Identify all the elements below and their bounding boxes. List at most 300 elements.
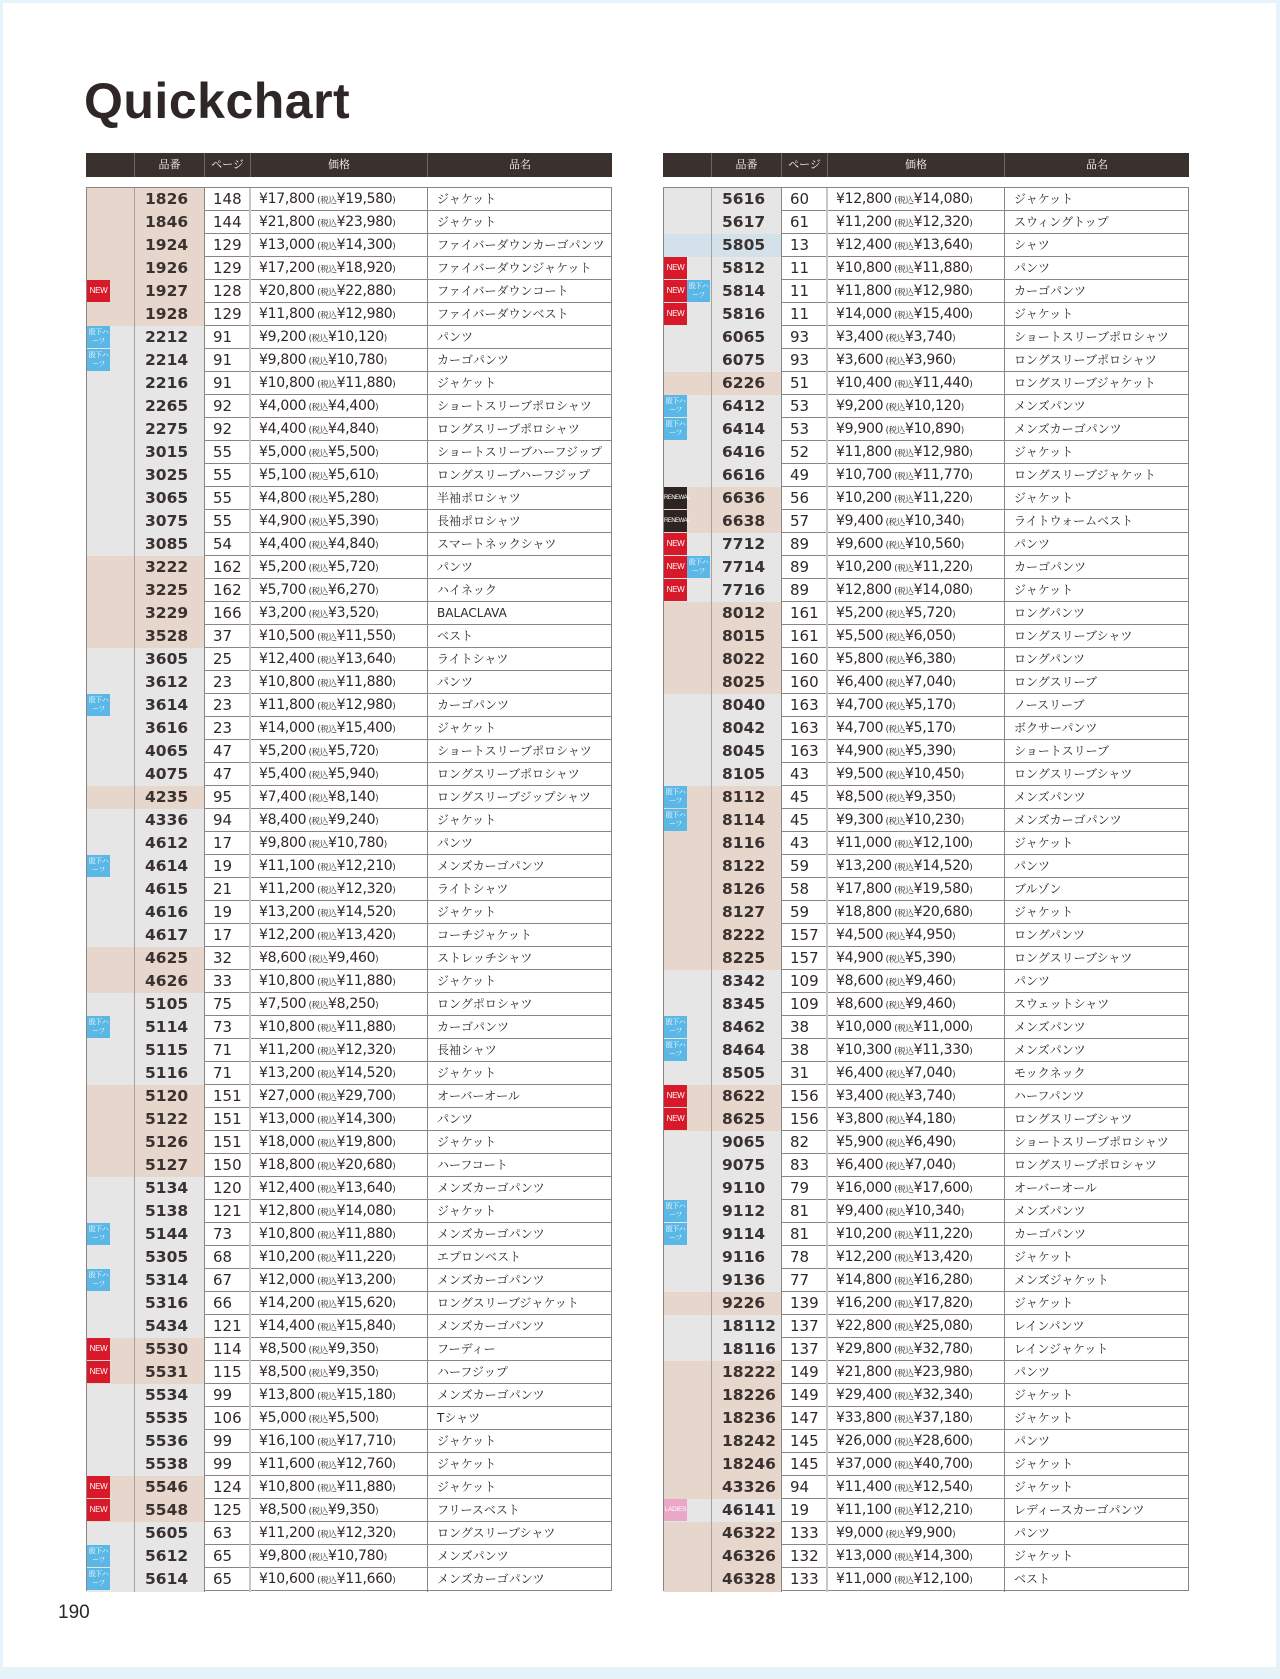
price [251, 211, 428, 235]
badge-cell [664, 832, 712, 856]
table-row [664, 1315, 1188, 1338]
table-row [664, 901, 1188, 924]
header-product-name: 品名 [1004, 153, 1189, 177]
badge-cell [87, 993, 135, 1017]
badge-cell [664, 234, 712, 258]
badge-cell [87, 1154, 135, 1178]
tax-label: 税込 [897, 1461, 914, 1471]
product-name: ジャケット [437, 192, 497, 206]
tax-price-value: ¥25,080 [913, 1318, 970, 1334]
page-ref: 66 [205, 1292, 251, 1316]
table-row [87, 1476, 611, 1499]
header-product-code: 品番 [134, 153, 204, 177]
tax-label: 税込 [311, 541, 329, 551]
badge-cell [87, 832, 135, 856]
price-with-tax: (税込¥5,720) [883, 605, 956, 621]
tax-label: 税込 [897, 1231, 914, 1241]
price [828, 441, 1005, 465]
header-badge [663, 153, 711, 177]
tax-price-value: ¥9,460 [328, 950, 376, 966]
tax-label: 税込 [311, 748, 329, 758]
badge-cell [664, 947, 712, 971]
badge-cell [664, 1039, 712, 1063]
table-row [87, 763, 611, 786]
header-product-code: 品番 [711, 153, 781, 177]
page-ref: 43 [782, 832, 828, 856]
table-row [87, 1108, 611, 1131]
tax-label: 税込 [320, 679, 337, 689]
badge-cell [664, 257, 712, 281]
table-row [87, 188, 611, 211]
table-row [664, 326, 1188, 349]
price-base: ¥14,400 [259, 1318, 315, 1334]
tax-label: 税込 [320, 1576, 337, 1586]
badge-cell [664, 602, 712, 626]
product-name: メンズパンツ [1014, 1043, 1086, 1057]
price [828, 1545, 1005, 1569]
product-code: 5144 [135, 1223, 205, 1247]
tax-price-value: ¥9,350 [905, 789, 953, 805]
price-with-tax: (税込¥11,880) [891, 260, 973, 276]
badge-cell [87, 1246, 135, 1270]
badge-cell [87, 487, 135, 511]
tax-price-value: ¥11,440 [913, 375, 970, 391]
table-row [664, 694, 1188, 717]
table-row [87, 832, 611, 855]
tax-price-value: ¥10,120 [328, 329, 384, 345]
page-ref: 11 [782, 303, 828, 327]
table-row [664, 924, 1188, 947]
badge-cell [87, 924, 135, 948]
table-row [664, 372, 1188, 395]
tax-price-value: ¥18,920 [336, 260, 393, 276]
price-base: ¥11,000 [836, 1571, 892, 1587]
page-ref: 53 [782, 395, 828, 419]
tax-label: 税込 [320, 1323, 337, 1333]
tax-price-value: ¥10,890 [905, 421, 961, 437]
product-name: ライトウォームベスト [1014, 514, 1134, 528]
product-code: 1927 [135, 280, 205, 304]
tax-label: 税込 [311, 518, 329, 528]
price-base: ¥4,900 [836, 743, 884, 759]
new-badge: NEW [87, 1361, 110, 1383]
badge-cell [664, 1292, 712, 1316]
page-ref: 19 [782, 1499, 828, 1523]
table-row [664, 1384, 1188, 1407]
price-with-tax: (税込¥9,900) [883, 1525, 956, 1541]
page-ref: 33 [205, 970, 251, 994]
table-row [87, 1016, 611, 1039]
price [828, 602, 1005, 626]
price [251, 1085, 428, 1109]
tax-price-value: ¥9,900 [905, 1525, 953, 1541]
product-name: ハーフジップ [437, 1365, 508, 1379]
table-row [87, 809, 611, 832]
price-with-tax: (税込¥9,240) [306, 812, 379, 828]
price-base: ¥8,400 [259, 812, 307, 828]
table-row [664, 441, 1188, 464]
tax-label: 税込 [897, 1047, 914, 1057]
page-ref: 156 [782, 1085, 828, 1109]
product-code: 8122 [712, 855, 782, 879]
table-row [664, 1361, 1188, 1384]
price-with-tax: (税込¥12,980) [891, 444, 973, 460]
price-base: ¥10,800 [259, 973, 315, 989]
price-with-tax: (税込¥10,890) [883, 421, 964, 437]
tax-price-value: ¥12,320 [336, 1042, 393, 1058]
tax-label: 税込 [897, 1254, 914, 1264]
badge-cell [87, 1039, 135, 1063]
price-base: ¥5,100 [259, 467, 307, 483]
tax-price-value: ¥11,220 [913, 559, 970, 575]
product-name: ブルゾン [1014, 882, 1062, 896]
badge-cell [664, 1453, 712, 1477]
product-code: 9112 [712, 1200, 782, 1224]
tax-label: 税込 [897, 242, 914, 252]
price [828, 349, 1005, 373]
price-with-tax: (税込¥14,520) [891, 858, 973, 874]
product-code: 3025 [135, 464, 205, 488]
tax-price-value: ¥7,040 [905, 1065, 953, 1081]
page-ref: 109 [782, 993, 828, 1017]
page-ref: 55 [205, 464, 251, 488]
table-row [664, 1407, 1188, 1430]
page-ref: 120 [205, 1177, 251, 1201]
price-with-tax: (税込¥9,350) [883, 789, 956, 805]
product-code: 8127 [712, 901, 782, 925]
price-base: ¥13,000 [836, 1548, 892, 1564]
badge-cell [664, 487, 712, 511]
tax-label: 税込 [320, 311, 337, 321]
price [828, 924, 1005, 948]
product-name: パンツ [1014, 859, 1051, 873]
badge-cell [87, 970, 135, 994]
price-with-tax: (税込¥14,300) [314, 237, 396, 253]
inseam-badge: 股下ハーフ [664, 1016, 687, 1038]
price-base: ¥12,200 [836, 1249, 892, 1265]
price [251, 1407, 428, 1431]
price-base: ¥5,000 [259, 1410, 307, 1426]
price-base: ¥11,200 [259, 1525, 315, 1541]
price-with-tax: (税込¥10,560) [883, 536, 964, 552]
badge-cell [87, 349, 135, 373]
table-row [87, 326, 611, 349]
price-base: ¥16,200 [836, 1295, 892, 1311]
table-row [664, 809, 1188, 832]
tax-label: 税込 [320, 380, 337, 390]
price-base: ¥10,600 [259, 1571, 315, 1587]
badge-cell [87, 1062, 135, 1086]
product-code: 1846 [135, 211, 205, 235]
product-name: メンズジャケット [1014, 1273, 1109, 1287]
product-name: カーゴパンツ [1014, 560, 1087, 574]
price-base: ¥8,500 [259, 1341, 307, 1357]
tax-price-value: ¥23,980 [913, 1364, 970, 1380]
price [828, 878, 1005, 902]
product-code: 8505 [712, 1062, 782, 1086]
price [251, 855, 428, 879]
header-page: ページ [781, 153, 827, 177]
product-name: パンツ [437, 675, 474, 689]
page-ref: 17 [205, 924, 251, 948]
tax-price-value: ¥4,400 [328, 398, 376, 414]
price-base: ¥10,400 [836, 375, 892, 391]
price-base: ¥8,500 [836, 789, 884, 805]
price [251, 349, 428, 373]
badge-cell [87, 464, 135, 488]
badge-cell [664, 211, 712, 235]
price-base: ¥5,200 [836, 605, 884, 621]
new-badge: NEW [664, 579, 687, 601]
product-name: カーゴパンツ [437, 353, 510, 367]
price-base: ¥12,400 [259, 1180, 315, 1196]
price-base: ¥9,000 [836, 1525, 884, 1541]
tax-price-value: ¥3,960 [905, 352, 953, 368]
product-name: ショートスリーブハーフジップ [437, 445, 603, 459]
price-base: ¥6,400 [836, 1065, 884, 1081]
product-name: エプロンベスト [437, 1250, 522, 1264]
badge-cell [664, 556, 712, 580]
price-base: ¥10,800 [259, 1019, 315, 1035]
price-with-tax: (税込¥12,210) [891, 1502, 973, 1518]
price [251, 372, 428, 396]
tax-price-value: ¥8,250 [328, 996, 376, 1012]
price-base: ¥11,600 [259, 1456, 315, 1472]
price-base: ¥18,000 [259, 1134, 315, 1150]
table-row [664, 740, 1188, 763]
product-code: 9110 [712, 1177, 782, 1201]
badge-cell [664, 1269, 712, 1293]
price-base: ¥9,400 [836, 513, 884, 529]
tax-price-value: ¥20,680 [336, 1157, 393, 1173]
tax-price-value: ¥8,140 [328, 789, 376, 805]
tax-label: 税込 [888, 357, 906, 367]
tax-label: 税込 [320, 863, 337, 873]
price-with-tax: (税込¥20,680) [891, 904, 973, 920]
price [828, 556, 1005, 580]
tax-price-value: ¥12,980 [336, 697, 393, 713]
page-ref: 67 [205, 1269, 251, 1293]
tax-price-value: ¥10,780 [328, 835, 384, 851]
price-with-tax: (税込¥12,210) [314, 858, 396, 874]
page-ref: 38 [782, 1039, 828, 1063]
price-base: ¥9,800 [259, 835, 307, 851]
table-row [87, 1361, 611, 1384]
page-ref: 68 [205, 1246, 251, 1270]
product-name: ショートスリーブポロシャツ [1014, 1135, 1169, 1149]
table-row [87, 740, 611, 763]
tax-label: 税込 [320, 1162, 337, 1172]
tax-label: 税込 [897, 1507, 914, 1517]
badge-cell [87, 1338, 135, 1362]
product-code: 6065 [712, 326, 782, 350]
page-ref: 65 [205, 1545, 251, 1569]
tax-label: 税込 [888, 633, 906, 643]
page-ref: 151 [205, 1085, 251, 1109]
price-base: ¥13,000 [259, 237, 315, 253]
page-ref: 121 [205, 1200, 251, 1224]
tax-label: 税込 [311, 794, 329, 804]
tax-price-value: ¥5,610 [328, 467, 376, 483]
table-row [664, 1085, 1188, 1108]
price [251, 1016, 428, 1040]
price-base: ¥5,200 [259, 743, 307, 759]
tax-label: 税込 [888, 1530, 906, 1540]
table-row [87, 1177, 611, 1200]
price [828, 740, 1005, 764]
page-ref: 13 [782, 234, 828, 258]
product-code: 8625 [712, 1108, 782, 1132]
price-with-tax: (税込¥25,080) [891, 1318, 973, 1334]
badge-cell [664, 418, 712, 442]
price [251, 694, 428, 718]
table-row [664, 648, 1188, 671]
page-ref: 21 [205, 878, 251, 902]
tax-label: 税込 [320, 196, 337, 206]
product-code: 46326 [712, 1545, 782, 1569]
price-base: ¥16,000 [836, 1180, 892, 1196]
price-with-tax: (税込¥11,440) [891, 375, 973, 391]
tax-label: 税込 [897, 1415, 914, 1425]
tax-label: 税込 [320, 265, 337, 275]
table-row [87, 648, 611, 671]
price-with-tax: (税込¥13,420) [314, 927, 396, 943]
tax-price-value: ¥17,710 [336, 1433, 393, 1449]
tax-price-value: ¥6,490 [905, 1134, 953, 1150]
table-row [664, 579, 1188, 602]
page-ref: 54 [205, 533, 251, 557]
price [251, 188, 428, 212]
page-ref: 161 [782, 602, 828, 626]
price-with-tax: (税込¥4,950) [883, 927, 956, 943]
product-code: 4065 [135, 740, 205, 764]
product-code: 5531 [135, 1361, 205, 1385]
price-with-tax: (税込¥18,920) [314, 260, 396, 276]
price [251, 1131, 428, 1155]
badge-cell [664, 1108, 712, 1132]
table-row [87, 510, 611, 533]
page-ref: 43 [782, 763, 828, 787]
price-base: ¥9,900 [836, 421, 884, 437]
badge-cell [87, 211, 135, 235]
tax-price-value: ¥15,180 [336, 1387, 393, 1403]
tax-label: 税込 [320, 1139, 337, 1149]
product-name: ロングスリーブハーフジップ [437, 468, 591, 482]
price-with-tax: (税込¥10,450) [883, 766, 964, 782]
table-row [664, 487, 1188, 510]
inseam-badge: 股下ハーフ [664, 809, 687, 831]
tax-label: 税込 [888, 610, 906, 620]
price-base: ¥11,100 [259, 858, 315, 874]
tax-label: 税込 [320, 1300, 337, 1310]
price-with-tax: (税込¥13,640) [891, 237, 973, 253]
badge-cell [87, 1269, 135, 1293]
page-ref: 114 [205, 1338, 251, 1362]
inseam-badge: 股下ハーフ [87, 694, 110, 716]
product-code: 8015 [712, 625, 782, 649]
ladies-badge: LADIES [664, 1499, 687, 1521]
tax-label: 税込 [311, 840, 329, 850]
inseam-badge: 股下ハーフ [87, 1545, 110, 1567]
product-name: ロングパンツ [1014, 928, 1086, 942]
page-ref: 79 [782, 1177, 828, 1201]
price [251, 1062, 428, 1086]
product-name: ライトシャツ [437, 882, 509, 896]
page-title: Quickchart [84, 73, 351, 129]
page-ref: 89 [782, 579, 828, 603]
badge-cell [664, 1062, 712, 1086]
tax-label: 税込 [897, 909, 914, 919]
page-ref: 94 [782, 1476, 828, 1500]
tax-label: 税込 [320, 633, 337, 643]
page-ref: 160 [782, 671, 828, 695]
product-code: 2212 [135, 326, 205, 350]
price [251, 740, 428, 764]
price [828, 1085, 1005, 1109]
price [828, 1430, 1005, 1454]
table-row [87, 993, 611, 1016]
price-base: ¥11,800 [259, 306, 315, 322]
price [251, 280, 428, 304]
table-row [664, 602, 1188, 625]
tax-price-value: ¥16,280 [913, 1272, 970, 1288]
tax-label: 税込 [888, 771, 906, 781]
product-code: 1826 [135, 188, 205, 212]
tax-price-value: ¥15,400 [913, 306, 970, 322]
inseam-badge: 股下ハーフ [87, 326, 110, 348]
price-base: ¥5,200 [259, 559, 307, 575]
price-with-tax: (税込¥5,390) [306, 513, 379, 529]
price-with-tax: (税込¥4,840) [306, 421, 379, 437]
price-base: ¥14,000 [259, 720, 315, 736]
price [251, 464, 428, 488]
price-with-tax: (税込¥37,180) [891, 1410, 973, 1426]
product-name: フーディー [437, 1342, 496, 1356]
product-code: 9136 [712, 1269, 782, 1293]
price-with-tax: (税込¥14,300) [314, 1111, 396, 1127]
tax-label: 税込 [320, 1254, 337, 1264]
price-with-tax: (税込¥12,320) [314, 1525, 396, 1541]
badge-cell [664, 740, 712, 764]
new-badge: NEW [664, 280, 687, 302]
price-base: ¥10,800 [259, 1226, 315, 1242]
tax-price-value: ¥22,880 [336, 283, 393, 299]
tax-price-value: ¥11,880 [336, 1019, 393, 1035]
tax-price-value: ¥15,400 [336, 720, 393, 736]
price-with-tax: (税込¥9,460) [883, 996, 956, 1012]
product-code: 9075 [712, 1154, 782, 1178]
product-code: 5614 [135, 1568, 205, 1592]
product-name: カーゴパンツ [437, 1020, 510, 1034]
page-ref: 17 [205, 832, 251, 856]
product-code: 5814 [712, 280, 782, 304]
product-name: ロングスリーブシャツ [1014, 1112, 1133, 1126]
tax-label: 税込 [888, 1162, 906, 1172]
product-code: 5538 [135, 1453, 205, 1477]
page-ref: 92 [205, 418, 251, 442]
price-with-tax: (税込¥10,780) [306, 1548, 387, 1564]
price-base: ¥11,800 [836, 444, 892, 460]
price-with-tax: (税込¥20,680) [314, 1157, 396, 1173]
product-name: ファイバーダウンジャケット [437, 261, 592, 275]
product-name: パンツ [1014, 537, 1051, 551]
page-ref: 157 [782, 947, 828, 971]
price [828, 832, 1005, 856]
page-ref: 47 [205, 740, 251, 764]
product-code: 5536 [135, 1430, 205, 1454]
product-name: ノースリーブ [1014, 698, 1085, 712]
price-base: ¥14,800 [836, 1272, 892, 1288]
